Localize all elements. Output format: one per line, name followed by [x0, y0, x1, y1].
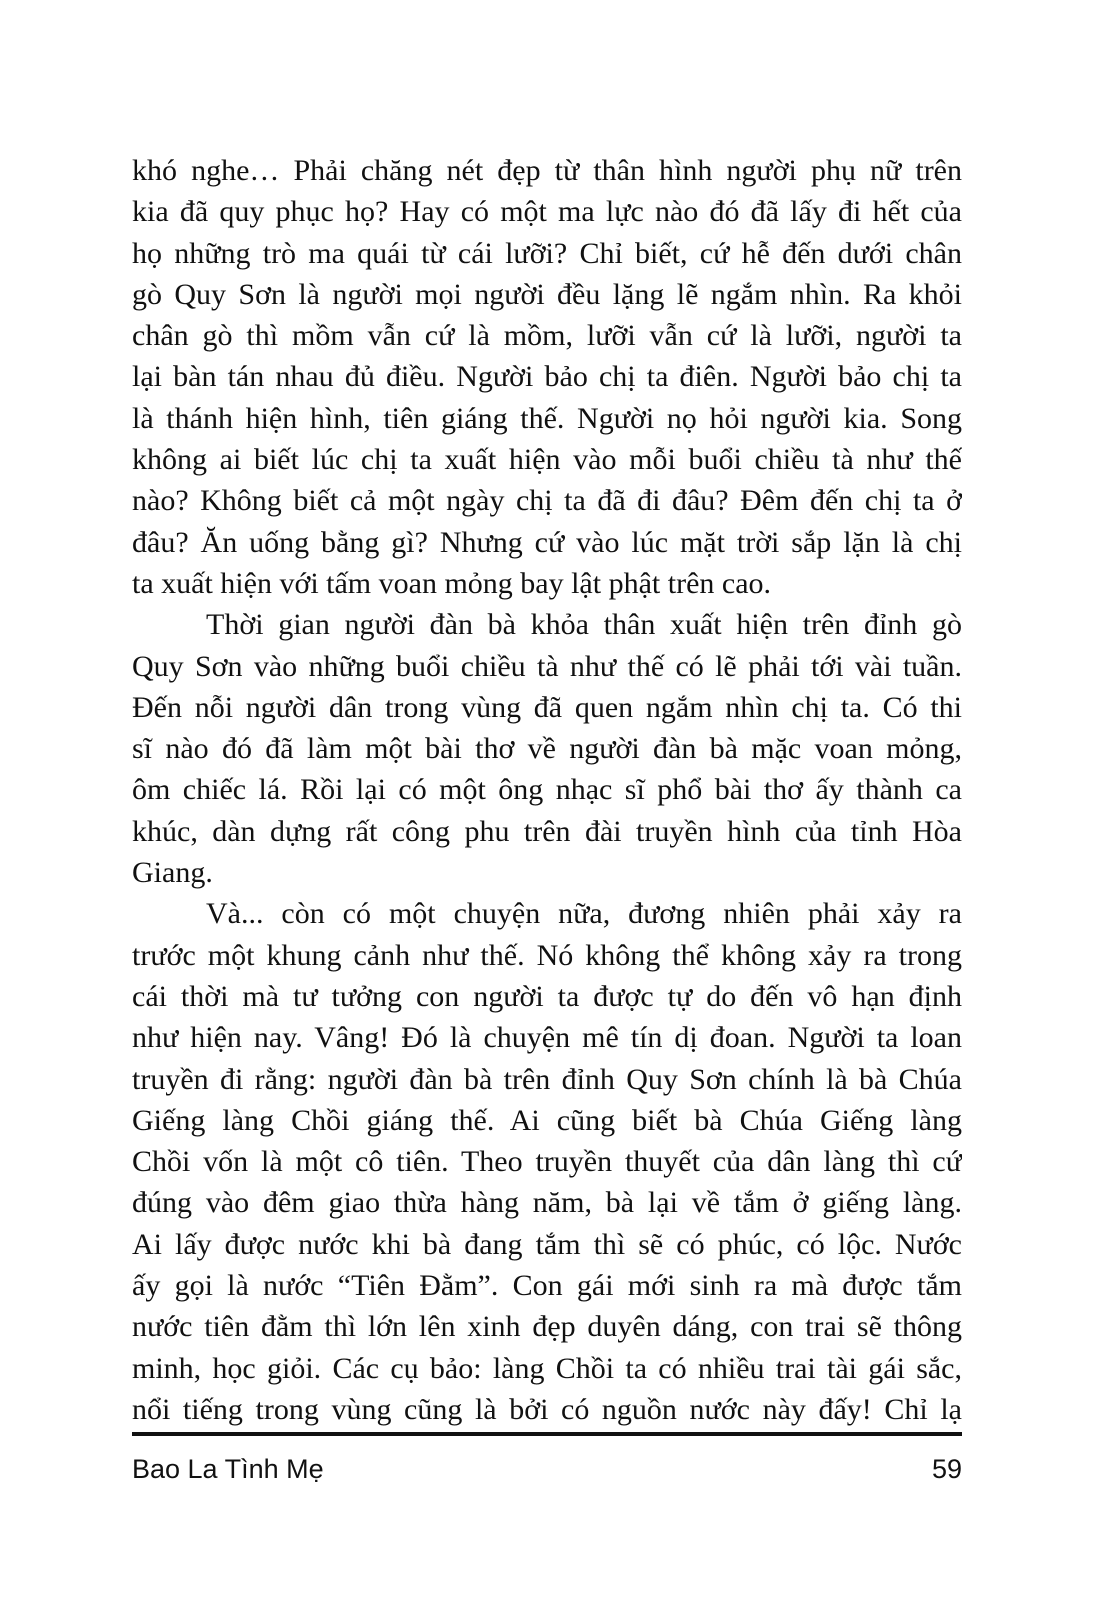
text-line: minh, học giỏi. Các cụ bảo: làng Chồi ta có nhiều trai tài gái sắc, — [132, 1351, 962, 1385]
text-line: ta xuất hiện với tấm voan mỏng bay lật phật trên cao. — [132, 566, 772, 600]
text-line: như hiện nay. Vâng! Đó là chuyện mê tín dị đoan. Người ta loan — [132, 1021, 962, 1055]
text-line: gò Quy Sơn là người mọi người đều lặng lẽ ngắm nhìn. Ra khỏi — [132, 277, 962, 311]
text-line: khó nghe… Phải chăng nét đẹp từ thân hình người phụ nữ trên — [132, 154, 962, 187]
text-line: họ những trò ma quái từ cái lưỡi? Chỉ biết, cứ hễ đến dưới chân — [132, 236, 962, 270]
text-line: đâu? Ăn uống bằng gì? Nhưng cứ vào lúc mặt trời sắp lặn là chị — [132, 525, 962, 559]
text-line: lại bàn tán nhau đủ điều. Người bảo chị ta điên. Người bảo chị ta — [132, 360, 962, 394]
text-line: ôm chiếc lá. Rồi lại có một ông nhạc sĩ phổ bài thơ ấy thành ca — [132, 773, 962, 807]
text-line: nào? Không biết cả một ngày chị ta đã đi đâu? Đêm đến chị ta ở — [132, 484, 962, 518]
text-line: Chồi vốn là một cô tiên. Theo truyền thuyết của dân làng thì cứ — [132, 1145, 962, 1179]
footer-rule — [132, 1432, 962, 1436]
text-line: Và... còn có một chuyện nữa, đương nhiên phải xảy ra — [206, 897, 962, 931]
text-line: cái thời mà tư tưởng con người ta được tự do đến vô hạn định — [132, 979, 962, 1013]
text-line: đúng vào đêm giao thừa hàng năm, bà lại về tắm ở giếng làng. — [132, 1186, 962, 1220]
footer-book-title: Bao La Tình Mẹ — [132, 1454, 324, 1484]
text-line: Đến nỗi người dân trong vùng đã quen ngắm nhìn chị ta. Có thi — [132, 690, 962, 724]
text-line: nước tiên đằm thì lớn lên xinh đẹp duyên dáng, con trai sẽ thông — [132, 1310, 962, 1344]
body-text — [132, 150, 962, 1430]
text-line: Giang. — [132, 856, 213, 890]
text-line: Giếng làng Chồi giáng thế. Ai cũng biết bà Chúa Giếng làng — [132, 1103, 962, 1137]
text-line: nổi tiếng trong vùng cũng là bởi có nguồn nước này đấy! Chỉ lạ — [132, 1392, 962, 1426]
text-line: chân gò thì mồm vẫn cứ là mồm, lưỡi vẫn cứ là lưỡi, người ta — [132, 319, 962, 353]
text-line: sĩ nào đó đã làm một bài thơ về người đàn bà mặc voan mỏng, — [132, 732, 962, 766]
text-line: trước một khung cảnh như thế. Nó không thể không xảy ra trong — [132, 938, 962, 972]
text-line: Quy Sơn vào những buổi chiều tà như thế có lẽ phải tới vài tuần. — [132, 649, 962, 683]
footer-page-number: 59 — [931, 1454, 962, 1484]
text-line: Ai lấy được nước khi bà đang tắm thì sẽ có phúc, có lộc. Nước — [132, 1227, 962, 1261]
text-line: là thánh hiện hình, tiên giáng thế. Người nọ hỏi người kia. Song — [132, 401, 962, 435]
text-line: kia đã quy phục họ? Hay có một ma lực nào đó đã lấy đi hết của — [132, 195, 962, 229]
text-line: Thời gian người đàn bà khỏa thân xuất hiện trên đỉnh gò — [206, 608, 962, 642]
text-line: không ai biết lúc chị ta xuất hiện vào mỗi buổi chiều tà như thế — [132, 443, 962, 477]
text-line: ấy gọi là nước “Tiên Đằm”. Con gái mới sinh ra mà được tắm — [132, 1269, 962, 1303]
text-line: truyền đi rằng: người đàn bà trên đỉnh Quy Sơn chính là bà Chúa — [132, 1062, 962, 1096]
text-line: khúc, dàn dựng rất công phu trên đài truyền hình của tỉnh Hòa — [132, 814, 962, 848]
